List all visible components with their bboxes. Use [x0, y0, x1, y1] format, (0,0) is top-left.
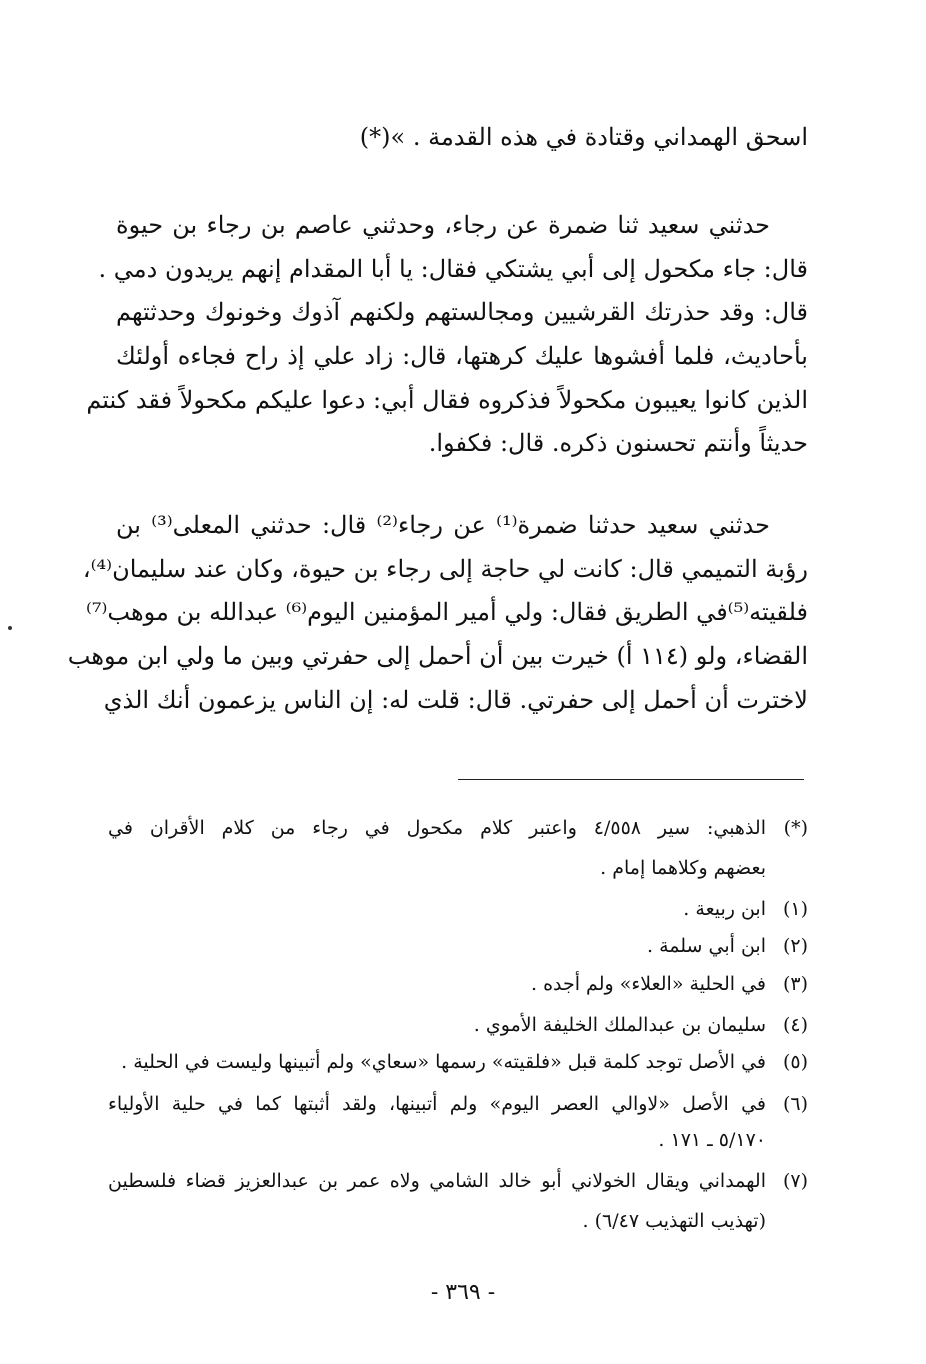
- footnote-text: ٥/١٧٠ ـ ١٧١ .: [658, 1129, 766, 1151]
- text-line: بأحاديث، فلما أفشوها عليك كرهتها، قال: زاد علي إذ راح فجاءه أولئك: [116, 342, 808, 370]
- footnote-number: (٤): [782, 1014, 808, 1036]
- footnote-line: [108, 894, 808, 924]
- footnote-line: [108, 1010, 808, 1040]
- footnote-number: (٧): [782, 1170, 808, 1192]
- text-line: رؤبة التميمي قال: كانت لي حاجة إلى رجاء بن حيوة، وكان عند سليمان⁽⁴⁾،: [82, 555, 808, 583]
- footnote-line: [108, 853, 808, 883]
- footnote-text: سليمان بن عبدالملك الخليفة الأموي .: [473, 1014, 766, 1036]
- text-line: لاخترت أن أحمل إلى حفرتي. قال: قلت له: إن الناس يزعمون أنك الذي: [103, 686, 808, 714]
- footnote-separator: [458, 779, 804, 780]
- footnote-text: في الأصل «لاوالي العصر اليوم» ولم أتبينها، ولقد أثبتها كما في حلية الأولياء: [108, 1093, 766, 1115]
- footnote-number: (٣): [782, 973, 808, 995]
- footnote-number: (١): [782, 898, 808, 920]
- footnote-text: الذهبي: سير ٤/٥٥٨ واعتبر كلام مكحول في رجاء من كلام الأقران في: [108, 817, 766, 839]
- footnote-text: في الأصل توجد كلمة قبل «فلقيته» رسمها «سعاي» ولم أتبينها وليست في الحلية .: [121, 1051, 766, 1073]
- text-line: حدثني سعيد حدثنا ضمرة⁽¹⁾ عن رجاء⁽²⁾ قال: حدثني المعلى⁽³⁾ بن: [116, 511, 770, 539]
- footnote-text: الهمداني ويقال الخولاني أبو خالد الشامي ولاه عمر بن عبدالعزيز قضاء فلسطين: [108, 1170, 766, 1192]
- footnote-number: (٥): [782, 1051, 808, 1073]
- continuation-line: اسحق الهمداني وقتادة في هذه القدمة . »(*): [359, 123, 808, 151]
- footnote-text: بعضهم وكلاهما إمام .: [600, 857, 766, 879]
- footnote-number: (٦): [782, 1093, 808, 1115]
- text-line: قال: وقد حذرتك القرشيين ومجالستهم ولكنهم آذوك وخونوك وحدثتهم: [116, 298, 808, 326]
- page-number: - ٣٦٩ -: [430, 1280, 496, 1305]
- footnote-line: [108, 1047, 808, 1077]
- text-line: القضاء، ولو (١١٤ أ) خيرت بين أن أحمل إلى حفرتي وبين ما ولي ابن موهب: [67, 642, 808, 670]
- footnote-number: (*): [783, 817, 808, 839]
- scan-speck: [8, 626, 12, 630]
- footnote-line: [108, 969, 808, 999]
- footnote-text: ابن ربيعة .: [683, 898, 766, 920]
- footnote-line: [108, 1125, 808, 1155]
- text-line: فلقيته⁽⁵⁾في الطريق فقال: ولي أمير المؤمنين اليوم⁽⁶⁾ عبدالله بن موهب⁽⁷⁾: [85, 598, 808, 626]
- text-line: حديثاً وأنتم تحسنون ذكره. قال: فكفوا.: [428, 429, 808, 457]
- footnote-text: (تهذيب التهذيب ٦/٤٧) .: [582, 1210, 766, 1232]
- footnote-number: (٢): [782, 935, 808, 957]
- footnote-line: [108, 1089, 808, 1119]
- footnote-line: [108, 1166, 808, 1196]
- footnote-line: [108, 931, 808, 961]
- text-line: حدثني سعيد ثنا ضمرة عن رجاء، وحدثني عاصم بن رجاء بن حيوة: [116, 211, 771, 239]
- text-line: قال: جاء مكحول إلى أبي يشتكي فقال: يا أبا المقدام إنهم يريدون دمي .: [98, 255, 808, 283]
- footnote-text: في الحلية «العلاء» ولم أجده .: [530, 973, 766, 995]
- footnote-line: [108, 813, 808, 843]
- footnote-line: [108, 1206, 808, 1236]
- footnote-text: ابن أبي سلمة .: [647, 935, 766, 957]
- text-line: الذين كانوا يعيبون مكحولاً فذكروه فقال أبي: دعوا عليكم مكحولاً فقد كنتم: [86, 386, 808, 414]
